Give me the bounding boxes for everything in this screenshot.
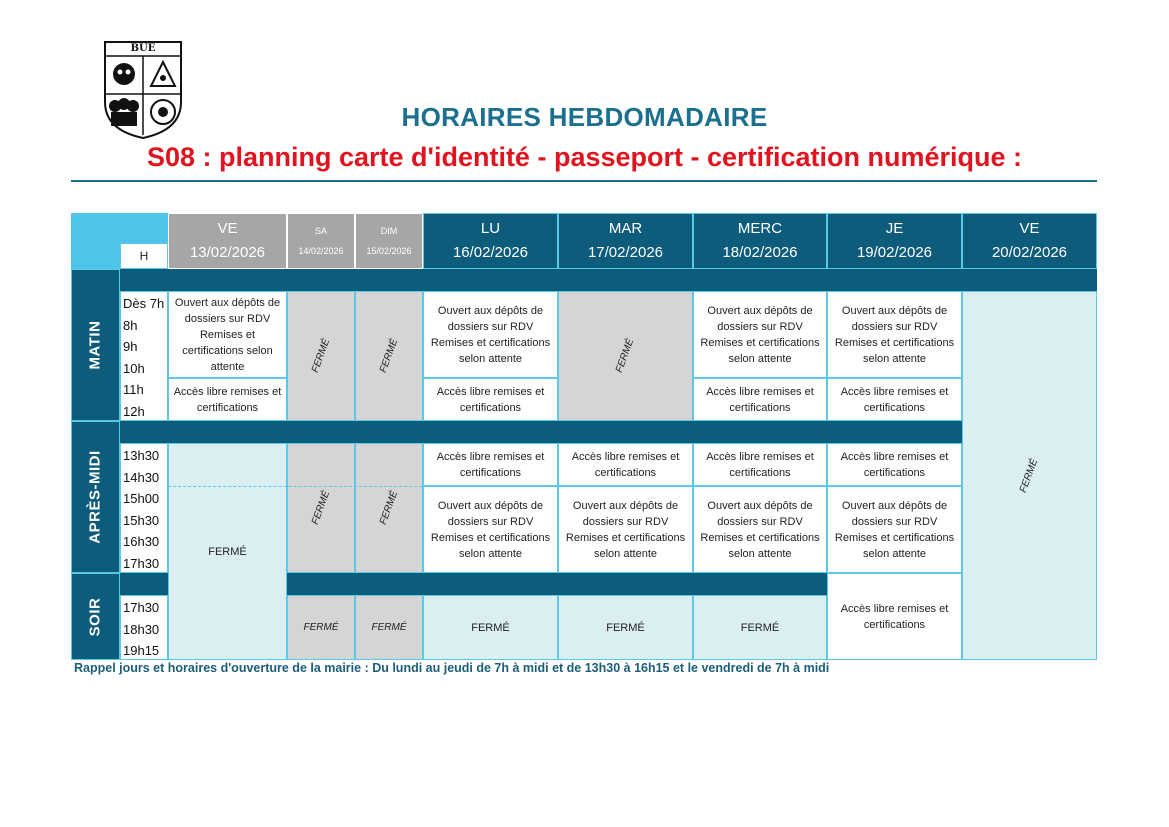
mon-morning-rdv: Ouvert aux dépôts de dossiers sur RDV Remises et certifications selon attente (423, 291, 558, 378)
sun-morning-closed: FERMÉ (355, 291, 423, 421)
title-divider (71, 180, 1097, 182)
wed-evening-closed: FERMÉ (693, 595, 827, 660)
thu-afternoon-rdv: Ouvert aux dépôts de dossiers sur RDV Remises et certifications selon attente (827, 486, 962, 573)
afternoon-band (120, 421, 962, 443)
day-name: VE (217, 220, 238, 237)
day-header-fri-13 (168, 213, 287, 269)
mon-afternoon-libre: Accès libre remises et certifications (423, 443, 558, 486)
fri20-closed: FERMÉ (962, 291, 1097, 660)
logo-text: BUÉ (130, 43, 156, 54)
day-date: 17/02/2026 (587, 244, 664, 261)
tue-afternoon-libre: Accès libre remises et certifications (558, 443, 693, 486)
day-name: MERC (737, 220, 783, 237)
hour-column-label: H (120, 243, 168, 269)
period-afternoon: APRÈS-MIDI (71, 421, 120, 573)
wed-afternoon-libre: Accès libre remises et certifications (693, 443, 827, 486)
sat-morning-closed: FERMÉ (287, 291, 355, 421)
mon-evening-closed: FERMÉ (423, 595, 558, 660)
day-name: LU (480, 220, 501, 237)
day-header-sat-14 (287, 213, 355, 269)
day-name: VE (1019, 220, 1040, 237)
day-name: MAR (608, 220, 643, 237)
afternoon-times: 13h30 14h30 15h00 15h30 16h30 17h30 (120, 443, 168, 573)
morning-band (120, 269, 1097, 291)
opening-hours-reminder: Rappel jours et horaires d'ouverture de la mairie : Du lundi au jeudi de 7h à midi et de 13h30 à 16h15 et le vendredi de 7h à midi (74, 661, 830, 675)
day-date: 14/02/2026 (298, 246, 344, 256)
wed-morning-libre: Accès libre remises et certifications (693, 378, 827, 421)
evening-band-hour (120, 573, 168, 595)
day-date: 19/02/2026 (856, 244, 933, 261)
sun-afternoon-closed: FERMÉ (355, 443, 423, 573)
thu-evening-libre: Accès libre remises et certifications (827, 573, 962, 660)
day-name: SA (314, 226, 327, 236)
day-header-sun-15 (355, 213, 423, 269)
sun-evening-closed: FERMÉ (355, 595, 423, 660)
day-date: 15/02/2026 (366, 246, 412, 256)
sat-evening-closed: FERMÉ (287, 595, 355, 660)
day-name: JE (885, 220, 904, 237)
mon-morning-libre: Accès libre remises et certifications (423, 378, 558, 421)
fri13-morning-rdv: Ouvert aux dépôts de dossiers sur RDV Remises et certifications selon attente (168, 291, 287, 378)
day-name: DIM (380, 226, 398, 236)
period-evening: SOIR (71, 573, 120, 660)
morning-times: Dès 7h 8h 9h 10h 11h 12h (120, 291, 168, 421)
tue-morning-closed: FERMÉ (558, 291, 693, 421)
day-date: 13/02/2026 (189, 244, 266, 261)
evening-band (287, 573, 827, 595)
thu-morning-libre: Accès libre remises et certifications (827, 378, 962, 421)
period-morning: MATIN (71, 269, 120, 421)
day-date: 18/02/2026 (722, 244, 798, 261)
day-header-fri-20 (962, 213, 1097, 269)
day-header-tue-17 (558, 213, 693, 269)
tue-afternoon-rdv: Ouvert aux dépôts de dossiers sur RDV Remises et certifications selon attente (558, 486, 693, 573)
fri13-morning-libre: Accès libre remises et certifications (168, 378, 287, 421)
tue-evening-closed: FERMÉ (558, 595, 693, 660)
sat-afternoon-closed: FERMÉ (287, 443, 355, 573)
mon-afternoon-rdv: Ouvert aux dépôts de dossiers sur RDV Remises et certifications selon attente (423, 486, 558, 573)
day-header-thu-19 (827, 213, 962, 269)
day-date: 20/02/2026 (991, 244, 1068, 261)
page-title: HORAIRES HEBDOMADAIRE (401, 102, 768, 132)
wed-morning-rdv: Ouvert aux dépôts de dossiers sur RDV Remises et certifications selon attente (693, 291, 827, 378)
day-date: 16/02/2026 (452, 244, 529, 261)
day-header-wed-18 (693, 213, 827, 269)
page-subtitle: S08 : planning carte d'identité - passeport - certification numérique : (146, 142, 1023, 172)
wed-afternoon-rdv: Ouvert aux dépôts de dossiers sur RDV Remises et certifications selon attente (693, 486, 827, 573)
thu-morning-rdv: Ouvert aux dépôts de dossiers sur RDV Remises et certifications selon attente (827, 291, 962, 378)
thu-afternoon-libre: Accès libre remises et certifications (827, 443, 962, 486)
evening-times: 17h30 18h30 19h15 (120, 595, 168, 660)
day-header-mon-16 (423, 213, 558, 269)
fri13-afternoon-closed: FERMÉ (168, 443, 287, 660)
